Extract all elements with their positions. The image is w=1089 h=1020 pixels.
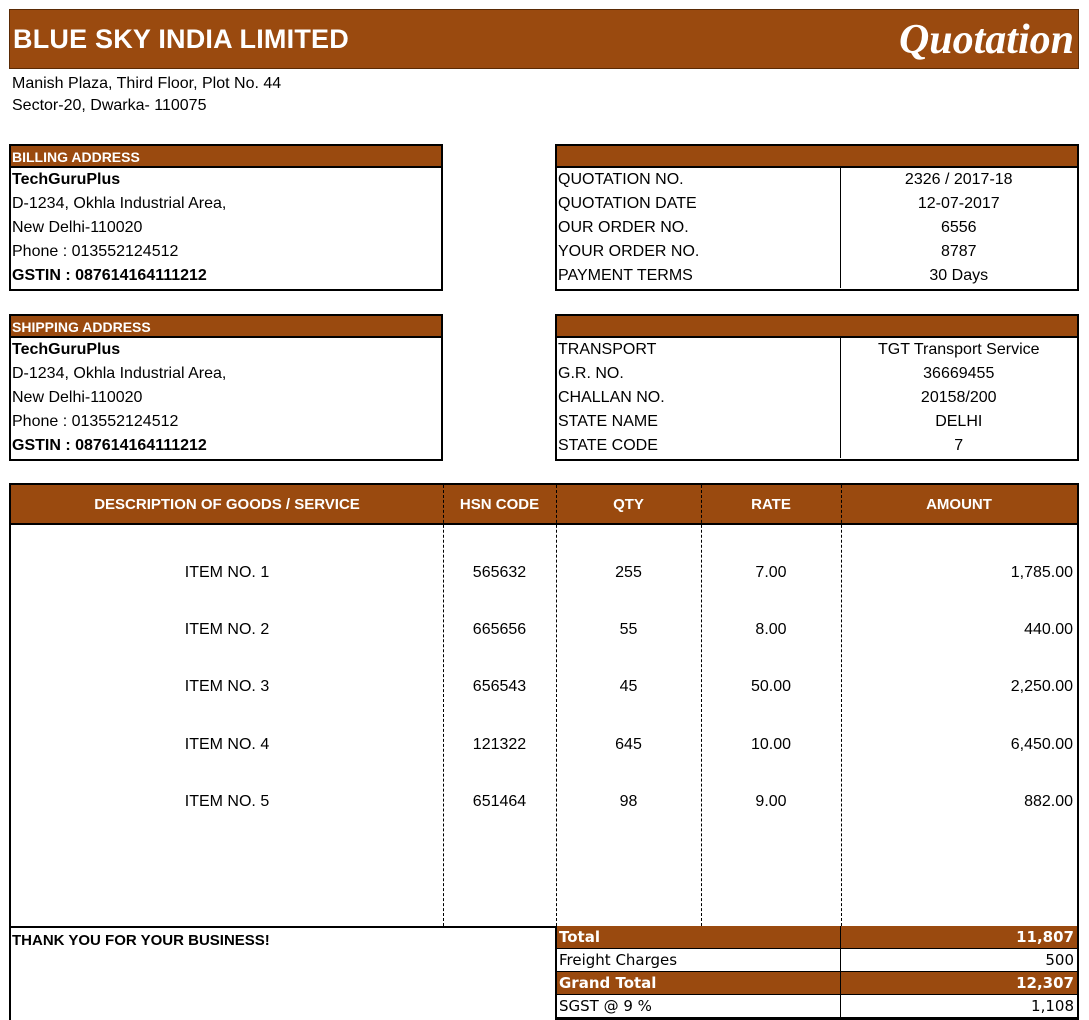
item-amount: 2,250.00	[1010, 678, 1073, 695]
column-divider	[443, 485, 444, 926]
info-label: QUOTATION DATE	[557, 192, 840, 216]
info-label: PAYMENT TERMS	[557, 264, 840, 288]
header-hsn-code: HSN CODE	[459, 496, 540, 513]
transport-info-box	[555, 314, 1079, 461]
info-value: 20158/200	[920, 389, 997, 406]
company-address-line2: Sector-20, Dwarka- 110075	[12, 97, 207, 114]
freight-charges-value: 500	[1045, 951, 1074, 969]
info-label: YOUR ORDER NO.	[557, 240, 840, 264]
billing-gstin: GSTIN : 087614164111212	[12, 267, 207, 284]
billing-address-heading: BILLING ADDRESS	[11, 146, 441, 168]
column-divider	[840, 995, 841, 1017]
transport-info-table	[557, 338, 1077, 458]
billing-line1: D-1234, Okhla Industrial Area,	[12, 195, 227, 212]
column-divider	[840, 972, 841, 994]
freight-charges-label: Freight Charges	[559, 951, 678, 969]
items-table	[9, 483, 1079, 928]
column-divider	[556, 485, 557, 926]
header-qty: QTY	[613, 496, 644, 513]
item-description: ITEM NO. 1	[184, 564, 270, 581]
item-amount: 440.00	[1024, 621, 1073, 638]
item-description: ITEM NO. 2	[184, 621, 270, 638]
grand-total-label: Grand Total	[559, 974, 657, 992]
info-value: 30 Days	[929, 267, 989, 284]
transport-info-row	[557, 362, 1077, 386]
table-row	[11, 790, 1077, 814]
freight-charges-row	[557, 949, 1077, 972]
info-value: 8787	[940, 243, 977, 260]
header-banner	[9, 9, 1079, 69]
info-value: 2326 / 2017-18	[904, 171, 1013, 188]
info-label: G.R. NO.	[557, 362, 840, 386]
shipping-line2: New Delhi-110020	[12, 389, 143, 406]
quotation-info-table	[557, 168, 1077, 288]
info-label: CHALLAN NO.	[557, 386, 840, 410]
billing-phone: Phone : 013552124512	[12, 243, 179, 260]
header-rate: RATE	[751, 496, 791, 513]
grand-total-row	[557, 972, 1077, 995]
info-value: 12-07-2017	[917, 195, 1000, 212]
items-table-header	[11, 485, 1077, 525]
company-name: BLUE SKY INDIA LIMITED	[13, 24, 349, 54]
quotation-info-row	[557, 168, 1077, 192]
transport-info-row	[557, 410, 1077, 434]
item-qty: 98	[619, 793, 638, 810]
shipping-address-box	[9, 314, 443, 461]
billing-line2: New Delhi-110020	[12, 219, 143, 236]
column-divider	[840, 926, 841, 948]
item-qty: 645	[615, 736, 642, 753]
grand-total-value: 12,307	[1016, 974, 1074, 992]
sgst-value: 1,108	[1031, 997, 1074, 1015]
totals-table	[555, 926, 1079, 1020]
quotation-info-row	[557, 240, 1077, 264]
item-hsn: 121322	[472, 736, 527, 753]
item-hsn: 651464	[472, 793, 527, 810]
item-rate: 10.00	[750, 736, 792, 753]
shipping-line1: D-1234, Okhla Industrial Area,	[12, 365, 227, 382]
transport-info-row	[557, 434, 1077, 458]
item-amount: 1,785.00	[1010, 564, 1073, 581]
column-divider	[840, 949, 841, 971]
shipping-address-heading: SHIPPING ADDRESS	[11, 316, 441, 338]
item-hsn: 565632	[472, 564, 527, 581]
info-label: STATE CODE	[557, 434, 840, 458]
shipping-name: TechGuruPlus	[12, 341, 121, 358]
item-qty: 55	[619, 621, 638, 638]
item-amount: 882.00	[1024, 793, 1073, 810]
info-label: OUR ORDER NO.	[557, 216, 840, 240]
sgst-label: SGST @ 9 %	[559, 997, 652, 1015]
column-divider	[701, 485, 702, 926]
quotation-info-row	[557, 192, 1077, 216]
document-title: Quotation	[898, 17, 1074, 63]
header-amount: AMOUNT	[926, 496, 992, 513]
table-row	[11, 561, 1077, 585]
item-rate: 9.00	[755, 793, 787, 810]
item-qty: 255	[615, 564, 642, 581]
item-hsn: 665656	[472, 621, 527, 638]
item-amount: 6,450.00	[1010, 736, 1073, 753]
shipping-gstin: GSTIN : 087614164111212	[12, 437, 207, 454]
shipping-phone: Phone : 013552124512	[12, 413, 179, 430]
item-rate: 8.00	[755, 621, 787, 638]
info-value: 6556	[940, 219, 977, 236]
total-value: 11,807	[1016, 928, 1074, 946]
total-row	[557, 926, 1077, 949]
info-value: DELHI	[935, 413, 983, 430]
info-value: 7	[954, 437, 964, 454]
info-label: STATE NAME	[557, 410, 840, 434]
info-label: QUOTATION NO.	[557, 168, 840, 192]
sgst-row	[557, 995, 1077, 1018]
thank-you-message: THANK YOU FOR YOUR BUSINESS!	[12, 932, 270, 949]
info-value: TGT Transport Service	[877, 341, 1040, 358]
table-row	[11, 733, 1077, 757]
company-address-line1: Manish Plaza, Third Floor, Plot No. 44	[12, 75, 282, 92]
quotation-info-heading	[557, 146, 1077, 168]
transport-info-row	[557, 338, 1077, 362]
transport-info-row	[557, 386, 1077, 410]
item-rate: 7.00	[755, 564, 787, 581]
item-description: ITEM NO. 5	[184, 793, 270, 810]
total-label: Total	[559, 928, 600, 946]
info-value: 36669455	[923, 365, 995, 382]
transport-info-heading	[557, 316, 1077, 338]
header-description: DESCRIPTION OF GOODS / SERVICE	[94, 496, 360, 513]
quotation-info-row	[557, 264, 1077, 288]
item-rate: 50.00	[750, 678, 792, 695]
item-description: ITEM NO. 4	[184, 736, 270, 753]
quotation-info-row	[557, 216, 1077, 240]
item-qty: 45	[619, 678, 638, 695]
table-row	[11, 618, 1077, 642]
quotation-info-box	[555, 144, 1079, 291]
item-hsn: 656543	[472, 678, 527, 695]
billing-address-box	[9, 144, 443, 291]
billing-name: TechGuruPlus	[12, 171, 121, 188]
info-label: TRANSPORT	[557, 338, 840, 362]
column-divider	[841, 485, 842, 926]
item-description: ITEM NO. 3	[184, 678, 270, 695]
table-row	[11, 675, 1077, 699]
thank-you-box	[9, 926, 557, 1020]
